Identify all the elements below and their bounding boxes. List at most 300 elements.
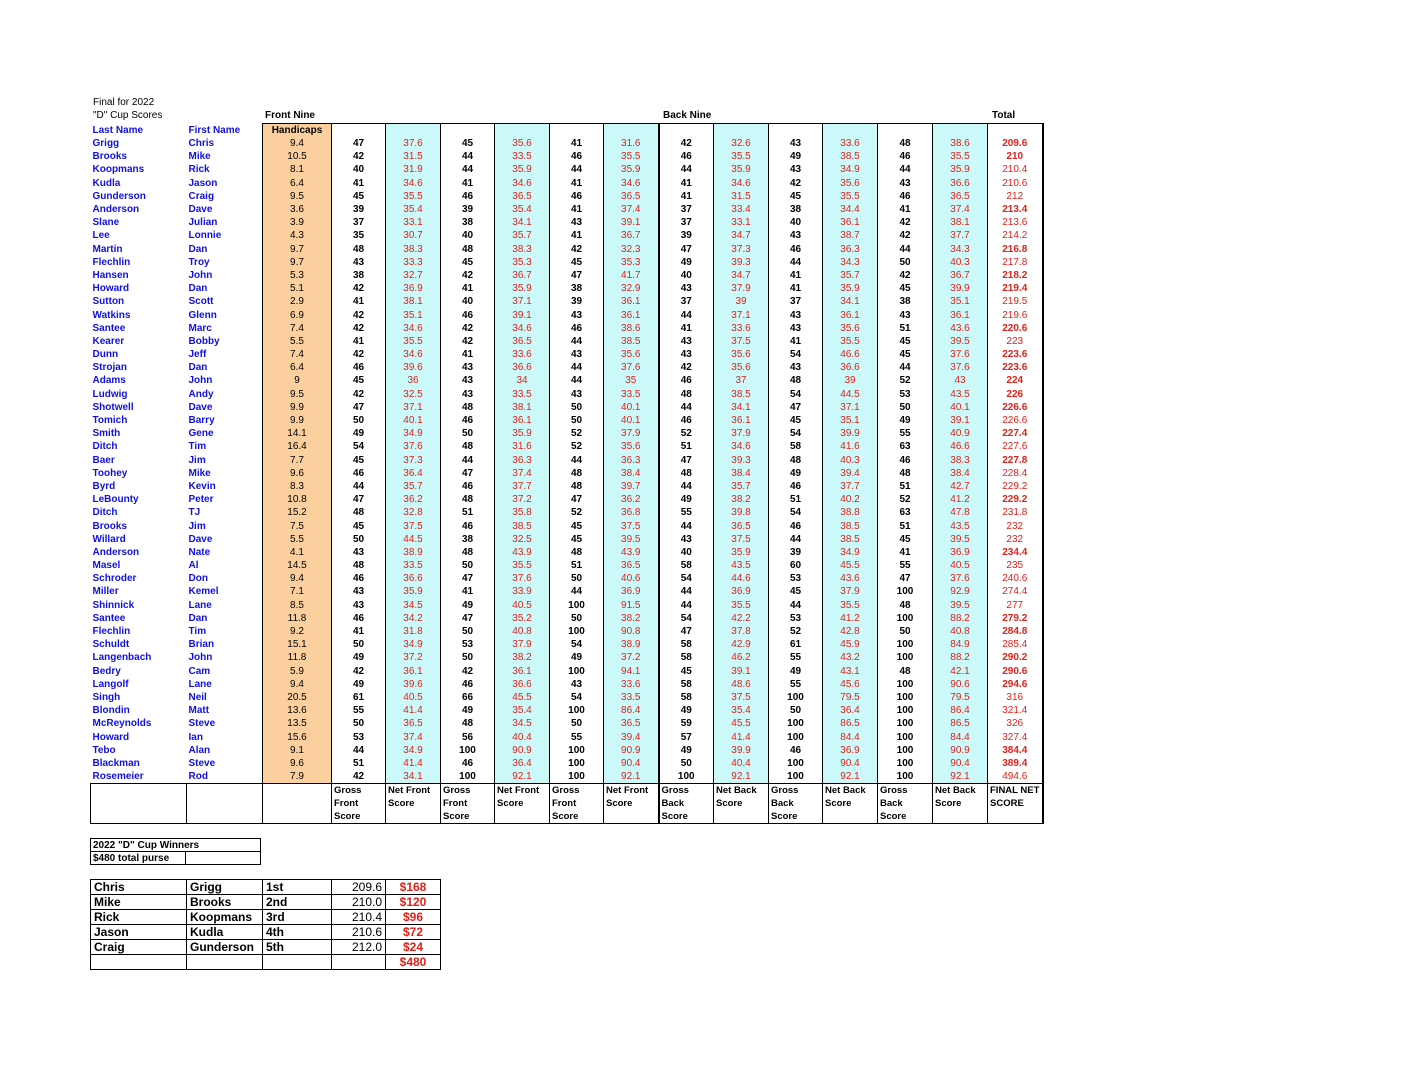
- last-name-cell: Tebo: [92, 744, 116, 756]
- header-cell: [878, 124, 933, 138]
- handicap-cell: 15.2: [263, 506, 332, 519]
- handicap-cell: 15.1: [263, 638, 332, 651]
- net-score-cell: 35.9: [386, 585, 441, 598]
- gross-score-cell: 50: [332, 414, 386, 427]
- net-score-cell: 36.5: [933, 190, 988, 203]
- net-score-cell: 39: [823, 374, 878, 387]
- gross-score-cell: 49: [332, 678, 386, 691]
- footer-label-cell: Gross Front Score: [441, 784, 495, 824]
- net-score-cell: 38.2: [604, 612, 659, 625]
- gross-score-cell: 52: [878, 493, 933, 506]
- handicap-cell: 3.9: [263, 216, 332, 229]
- header-cell: [550, 124, 604, 138]
- net-score-cell: 35.4: [714, 704, 769, 717]
- gross-score-cell: 49: [769, 665, 823, 678]
- net-score-cell: 38.3: [386, 243, 441, 256]
- handicap-cell: 8.1: [263, 163, 332, 176]
- gross-score-cell: 44: [441, 454, 495, 467]
- handicap-cell: 9.7: [263, 243, 332, 256]
- final-total-cell: 284.8: [988, 625, 1043, 638]
- last-name-cell: Byrd: [92, 480, 116, 492]
- first-name-cell: Jeff: [188, 349, 207, 361]
- gross-score-cell: 50: [878, 256, 933, 269]
- net-score-cell: 35.6: [714, 348, 769, 361]
- first-name-cell: Barry: [188, 415, 215, 427]
- net-score-cell: 40.5: [495, 599, 550, 612]
- gross-score-cell: 43: [769, 229, 823, 242]
- net-score-cell: 88.2: [933, 612, 988, 625]
- gross-score-cell: 100: [550, 625, 604, 638]
- blank-cell: [332, 955, 386, 970]
- header-cell: [823, 124, 878, 138]
- net-score-cell: 35.7: [495, 229, 550, 242]
- net-score-cell: 37.6: [933, 572, 988, 585]
- net-score-cell: 33.5: [495, 150, 550, 163]
- final-total-cell: 235: [988, 559, 1043, 572]
- gross-score-cell: 100: [769, 691, 823, 704]
- net-score-cell: 31.8: [386, 625, 441, 638]
- net-score-cell: 35.1: [933, 295, 988, 308]
- first-name-cell: Rick: [188, 164, 210, 176]
- net-score-cell: 35.7: [823, 269, 878, 282]
- net-score-cell: 39.5: [933, 335, 988, 348]
- net-score-cell: 90.8: [604, 625, 659, 638]
- gross-score-cell: 44: [878, 361, 933, 374]
- last-name-cell: Adams: [92, 375, 126, 387]
- gross-score-cell: 53: [769, 612, 823, 625]
- gross-score-cell: 53: [769, 572, 823, 585]
- scores-table: [90, 123, 1044, 824]
- first-name-cell: Scott: [188, 296, 214, 308]
- gross-score-cell: 42: [332, 770, 386, 784]
- net-score-cell: 38.4: [604, 467, 659, 480]
- final-total-cell: 209.6: [988, 137, 1043, 150]
- net-score-cell: 84.4: [823, 730, 878, 743]
- net-score-cell: 36.4: [495, 757, 550, 770]
- first-name-cell: Jim: [188, 520, 206, 532]
- gross-score-cell: 46: [441, 757, 495, 770]
- gross-score-cell: 43: [550, 216, 604, 229]
- final-total-cell: 227.8: [988, 454, 1043, 467]
- final-total-cell: 327.4: [988, 730, 1043, 743]
- gross-score-cell: 50: [659, 757, 714, 770]
- handicap-cell: 6.4: [263, 361, 332, 374]
- final-total-cell: 240.6: [988, 572, 1043, 585]
- gross-score-cell: 58: [659, 651, 714, 664]
- net-score-cell: 40.1: [604, 414, 659, 427]
- gross-score-cell: 45: [550, 533, 604, 546]
- handicap-cell: 5.3: [263, 269, 332, 282]
- final-total-cell: 229.2: [988, 493, 1043, 506]
- gross-score-cell: 44: [332, 744, 386, 757]
- first-name-header: First Name: [188, 124, 241, 136]
- final-total-cell: 219.4: [988, 282, 1043, 295]
- gross-score-cell: 42: [550, 243, 604, 256]
- handicap-cell: 4.3: [263, 229, 332, 242]
- footer-label-cell: Net Front Score: [495, 784, 550, 824]
- gross-score-cell: 41: [332, 177, 386, 190]
- gross-score-cell: 39: [659, 229, 714, 242]
- footer-label-cell: Gross Back Score: [878, 784, 933, 824]
- gross-score-cell: 54: [332, 440, 386, 453]
- gross-score-cell: 39: [769, 546, 823, 559]
- net-score-cell: 34.6: [495, 177, 550, 190]
- gross-score-cell: 45: [550, 256, 604, 269]
- header-cell: [386, 124, 441, 138]
- gross-score-cell: 43: [550, 348, 604, 361]
- table-row: [91, 599, 1043, 612]
- net-score-cell: 35.4: [386, 203, 441, 216]
- last-name-cell: Singh: [92, 691, 121, 703]
- net-score-cell: 37.4: [386, 730, 441, 743]
- handicap-cell: 20.5: [263, 691, 332, 704]
- gross-score-cell: 46: [878, 150, 933, 163]
- net-score-cell: 45.6: [823, 678, 878, 691]
- gross-score-cell: 43: [769, 163, 823, 176]
- net-score-cell: 35.5: [495, 559, 550, 572]
- last-name-cell: Kudla: [92, 177, 121, 189]
- net-score-cell: 92.1: [933, 770, 988, 784]
- gross-score-cell: 46: [659, 414, 714, 427]
- table-row: [91, 678, 1043, 691]
- table-row: [91, 322, 1043, 335]
- table-row: [91, 757, 1043, 770]
- gross-score-cell: 54: [550, 691, 604, 704]
- gross-score-cell: 38: [878, 295, 933, 308]
- gross-score-cell: 54: [769, 388, 823, 401]
- table-row: [91, 361, 1043, 374]
- net-score-cell: 37.9: [714, 282, 769, 295]
- handicap-cell: 7.5: [263, 519, 332, 532]
- gross-score-cell: 50: [878, 401, 933, 414]
- first-name-cell: Steve: [188, 718, 216, 730]
- net-score-cell: 36.5: [386, 717, 441, 730]
- gross-score-cell: 100: [878, 651, 933, 664]
- handicaps-header: Handicaps: [263, 124, 332, 138]
- net-score-cell: 34.6: [386, 322, 441, 335]
- footer-label-cell: Net Front Score: [386, 784, 441, 824]
- net-score-cell: 43.6: [823, 572, 878, 585]
- net-score-cell: 37.9: [714, 427, 769, 440]
- handicap-cell: 9.5: [263, 190, 332, 203]
- net-score-cell: 40.4: [714, 757, 769, 770]
- final-total-cell: 218.2: [988, 269, 1043, 282]
- table-row: [91, 744, 1043, 757]
- last-name-cell: Howard: [92, 283, 130, 295]
- gross-score-cell: 41: [769, 269, 823, 282]
- handicap-cell: 5.9: [263, 665, 332, 678]
- winner-first-name: Craig: [91, 940, 187, 955]
- table-row: [91, 559, 1043, 572]
- gross-score-cell: 49: [659, 493, 714, 506]
- first-name-cell: Matt: [188, 705, 210, 717]
- net-score-cell: 36.7: [495, 269, 550, 282]
- net-score-cell: 35.3: [604, 256, 659, 269]
- first-name-cell: Cam: [188, 665, 211, 677]
- net-score-cell: 37.1: [386, 401, 441, 414]
- net-score-cell: 36.6: [495, 678, 550, 691]
- winner-prize: $120: [386, 895, 441, 910]
- last-name-cell: Dunn: [92, 349, 119, 361]
- winner-last-name: Grigg: [187, 880, 263, 895]
- gross-score-cell: 55: [659, 506, 714, 519]
- net-score-cell: 34.7: [714, 269, 769, 282]
- first-name-cell: Chris: [188, 138, 215, 150]
- gross-score-cell: 54: [659, 612, 714, 625]
- handicap-cell: 7.1: [263, 585, 332, 598]
- table-row: [91, 256, 1043, 269]
- net-score-cell: 43.1: [823, 665, 878, 678]
- net-score-cell: 35.7: [386, 480, 441, 493]
- winner-last-name: Koopmans: [187, 910, 263, 925]
- gross-score-cell: 37: [659, 295, 714, 308]
- gross-score-cell: 40: [441, 295, 495, 308]
- net-score-cell: 40.5: [386, 691, 441, 704]
- net-score-cell: 41.4: [714, 730, 769, 743]
- final-total-cell: 210: [988, 150, 1043, 163]
- gross-score-cell: 46: [878, 190, 933, 203]
- net-score-cell: 41.6: [823, 440, 878, 453]
- gross-score-cell: 52: [659, 427, 714, 440]
- net-score-cell: 42.9: [714, 638, 769, 651]
- gross-score-cell: 47: [332, 493, 386, 506]
- gross-score-cell: 46: [659, 150, 714, 163]
- final-total-cell: 285.4: [988, 638, 1043, 651]
- gross-score-cell: 43: [878, 308, 933, 321]
- first-name-cell: Don: [188, 573, 208, 585]
- net-score-cell: 90.9: [604, 744, 659, 757]
- net-score-cell: 34.9: [386, 744, 441, 757]
- final-total-cell: 290.2: [988, 651, 1043, 664]
- gross-score-cell: 41: [550, 203, 604, 216]
- gross-score-cell: 43: [769, 137, 823, 150]
- net-score-cell: 48.6: [714, 678, 769, 691]
- gross-score-cell: 43: [550, 308, 604, 321]
- gross-score-cell: 42: [332, 665, 386, 678]
- net-score-cell: 38.1: [495, 401, 550, 414]
- gross-score-cell: 47: [878, 572, 933, 585]
- back-nine-header: Back Nine: [663, 110, 712, 121]
- gross-score-cell: 46: [769, 480, 823, 493]
- net-score-cell: 90.6: [933, 678, 988, 691]
- net-score-cell: 41.2: [823, 612, 878, 625]
- final-total-cell: 231.8: [988, 506, 1043, 519]
- gross-score-cell: 41: [441, 348, 495, 361]
- gross-score-cell: 56: [441, 730, 495, 743]
- net-score-cell: 31.6: [604, 137, 659, 150]
- net-score-cell: 90.4: [823, 757, 878, 770]
- first-name-cell: Nate: [188, 546, 211, 558]
- first-name-cell: Dave: [188, 204, 213, 216]
- last-name-cell: Sutton: [92, 296, 125, 308]
- table-row: [91, 388, 1043, 401]
- final-total-cell: 219.6: [988, 308, 1043, 321]
- footer-label-cell: Gross Front Score: [332, 784, 386, 824]
- net-score-cell: 37.6: [604, 361, 659, 374]
- final-total-cell: 227.4: [988, 427, 1043, 440]
- gross-score-cell: 42: [332, 322, 386, 335]
- gross-score-cell: 53: [441, 638, 495, 651]
- final-total-cell: 294.6: [988, 678, 1043, 691]
- title-line1: Final for 2022: [93, 97, 155, 108]
- first-name-cell: Marc: [188, 322, 212, 334]
- net-score-cell: 92.1: [823, 770, 878, 784]
- net-score-cell: 86.5: [823, 717, 878, 730]
- table-row: [91, 282, 1043, 295]
- gross-score-cell: 45: [878, 533, 933, 546]
- net-score-cell: 39.9: [933, 282, 988, 295]
- gross-score-cell: 48: [332, 243, 386, 256]
- first-name-cell: Al: [188, 560, 199, 572]
- last-name-cell: Martin: [92, 243, 123, 255]
- winner-place: 1st: [263, 880, 332, 895]
- final-total-cell: 210.6: [988, 177, 1043, 190]
- winners-body: [91, 880, 441, 970]
- handicap-cell: 9.6: [263, 757, 332, 770]
- gross-score-cell: 55: [550, 730, 604, 743]
- net-score-cell: 34.6: [714, 177, 769, 190]
- net-score-cell: 34.6: [604, 177, 659, 190]
- winner-place: 5th: [263, 940, 332, 955]
- table-row: [91, 651, 1043, 664]
- gross-score-cell: 48: [659, 467, 714, 480]
- net-score-cell: 91.5: [604, 599, 659, 612]
- gross-score-cell: 100: [878, 717, 933, 730]
- net-score-cell: 34.6: [386, 177, 441, 190]
- handicap-cell: 5.1: [263, 282, 332, 295]
- gross-score-cell: 43: [550, 388, 604, 401]
- net-score-cell: 45.5: [823, 559, 878, 572]
- net-score-cell: 36.9: [823, 744, 878, 757]
- gross-score-cell: 44: [878, 243, 933, 256]
- gross-score-cell: 45: [769, 585, 823, 598]
- footer-label-cell: Gross Back Score: [769, 784, 823, 824]
- net-score-cell: 40.5: [933, 559, 988, 572]
- gross-score-cell: 44: [550, 335, 604, 348]
- net-score-cell: 37.9: [604, 427, 659, 440]
- handicap-cell: 2.9: [263, 295, 332, 308]
- handicap-cell: 9.4: [263, 678, 332, 691]
- first-name-cell: Ian: [188, 731, 203, 743]
- net-score-cell: 36.8: [604, 506, 659, 519]
- gross-score-cell: 48: [550, 467, 604, 480]
- gross-score-cell: 45: [441, 256, 495, 269]
- last-name-cell: Blondin: [92, 705, 130, 717]
- gross-score-cell: 48: [441, 401, 495, 414]
- gross-score-cell: 45: [332, 374, 386, 387]
- gross-score-cell: 100: [441, 744, 495, 757]
- gross-score-cell: 44: [550, 361, 604, 374]
- net-score-cell: 34.1: [386, 770, 441, 784]
- net-score-cell: 40.4: [495, 730, 550, 743]
- net-score-cell: 34.9: [823, 163, 878, 176]
- winner-row: [91, 880, 441, 895]
- gross-score-cell: 59: [659, 717, 714, 730]
- net-score-cell: 43.2: [823, 651, 878, 664]
- last-name-cell: McReynolds: [92, 718, 152, 730]
- net-score-cell: 39.1: [604, 216, 659, 229]
- net-score-cell: 90.4: [933, 757, 988, 770]
- net-score-cell: 43.5: [933, 388, 988, 401]
- gross-score-cell: 50: [441, 625, 495, 638]
- table-row: [91, 190, 1043, 203]
- table-row: [91, 572, 1043, 585]
- handicap-cell: 9.4: [263, 137, 332, 150]
- last-name-cell: Flechlin: [92, 626, 131, 638]
- table-row: [91, 295, 1043, 308]
- footer-blank-cell: [187, 784, 263, 824]
- gross-score-cell: 50: [441, 559, 495, 572]
- net-score-cell: 38.3: [933, 454, 988, 467]
- final-total-cell: 214.2: [988, 229, 1043, 242]
- net-score-cell: 35.6: [823, 177, 878, 190]
- first-name-cell: Steve: [188, 757, 216, 769]
- winner-first-name: Jason: [91, 925, 187, 940]
- net-score-cell: 37: [714, 374, 769, 387]
- gross-score-cell: 50: [550, 612, 604, 625]
- handicap-cell: 7.4: [263, 348, 332, 361]
- net-score-cell: 42.2: [714, 612, 769, 625]
- table-row: [91, 454, 1043, 467]
- last-name-cell: Langenbach: [92, 652, 152, 664]
- last-name-cell: Ludwig: [92, 388, 128, 400]
- final-total-cell: 316: [988, 691, 1043, 704]
- table-row: [91, 414, 1043, 427]
- net-score-cell: 43.5: [933, 519, 988, 532]
- net-score-cell: 34.9: [386, 427, 441, 440]
- gross-score-cell: 46: [332, 467, 386, 480]
- footer-label-cell: Net Back Score: [933, 784, 988, 824]
- table-row: [91, 625, 1043, 638]
- gross-score-cell: 40: [332, 163, 386, 176]
- net-score-cell: 33.4: [714, 203, 769, 216]
- first-name-cell: Bobby: [188, 335, 220, 347]
- winner-prize: $24: [386, 940, 441, 955]
- table-row: [91, 308, 1043, 321]
- gross-score-cell: 46: [550, 190, 604, 203]
- gross-score-cell: 47: [441, 467, 495, 480]
- gross-score-cell: 47: [332, 137, 386, 150]
- final-total-cell: 232: [988, 533, 1043, 546]
- final-total-cell: 210.4: [988, 163, 1043, 176]
- final-total-cell: 228.4: [988, 467, 1043, 480]
- gross-score-cell: 48: [769, 374, 823, 387]
- net-score-cell: 36.1: [604, 295, 659, 308]
- gross-score-cell: 37: [659, 203, 714, 216]
- gross-score-cell: 43: [441, 374, 495, 387]
- net-score-cell: 33.6: [823, 137, 878, 150]
- net-score-cell: 40.3: [933, 256, 988, 269]
- gross-score-cell: 37: [769, 295, 823, 308]
- first-name-cell: Kevin: [188, 480, 216, 492]
- table-row: [91, 163, 1043, 176]
- gross-score-cell: 47: [550, 493, 604, 506]
- net-score-cell: 38.5: [823, 150, 878, 163]
- gross-score-cell: 35: [332, 229, 386, 242]
- net-score-cell: 37.1: [714, 308, 769, 321]
- net-score-cell: 39.3: [714, 454, 769, 467]
- net-score-cell: 40.1: [933, 401, 988, 414]
- gross-score-cell: 41: [441, 585, 495, 598]
- net-score-cell: 36.1: [823, 308, 878, 321]
- last-name-cell: Brooks: [92, 151, 127, 163]
- handicap-cell: 7.7: [263, 454, 332, 467]
- gross-score-cell: 58: [769, 440, 823, 453]
- gross-score-cell: 100: [769, 757, 823, 770]
- gross-score-cell: 51: [878, 322, 933, 335]
- handicap-cell: 9: [263, 374, 332, 387]
- net-score-cell: 37.7: [933, 229, 988, 242]
